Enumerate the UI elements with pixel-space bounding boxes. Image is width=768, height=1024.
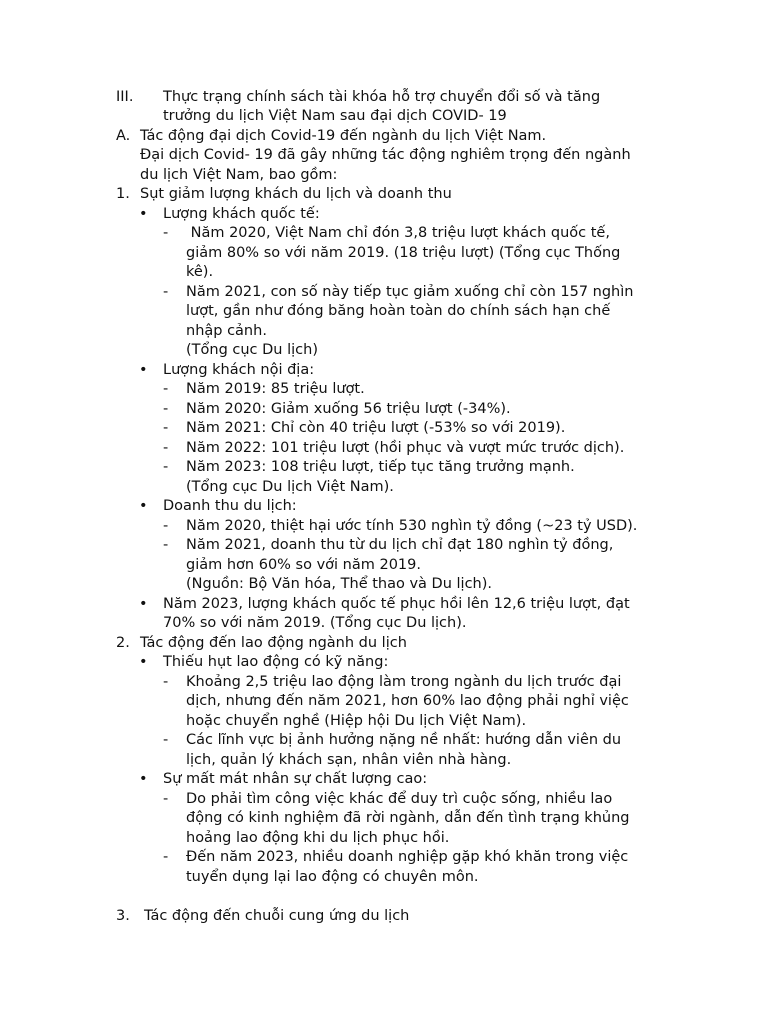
section-2-number: 2. <box>116 635 130 651</box>
dash-marker: - <box>163 732 169 748</box>
heading-number: III. <box>116 89 134 105</box>
list-item-line: (Tổng cục Du lịch) <box>186 342 318 358</box>
list-item-line: Đến năm 2023, nhiều doanh nghiệp gặp khó khăn trong việc <box>186 849 629 865</box>
dash-marker: - <box>163 284 169 300</box>
list-item-line: Các lĩnh vực bị ảnh hưởng nặng nề nhất: hướng dẫn viên du <box>186 732 622 748</box>
section-1-title: Sụt giảm lượng khách du lịch và doanh thu <box>140 186 452 202</box>
list-item-line: (Tổng cục Du lịch Việt Nam). <box>186 479 394 495</box>
list-item-line: giảm hơn 60% so với năm 2019. <box>186 557 421 573</box>
list-item-line: lịch, quản lý khách sạn, nhân viên nhà hàng. <box>186 752 512 768</box>
list-item-line: Năm 2021: Chỉ còn 40 triệu lượt (-53% so với 2019). <box>186 420 566 436</box>
list-item-line: hoảng lao động khi du lịch phục hồi. <box>186 830 450 846</box>
dash-marker: - <box>163 537 169 553</box>
list-item-line: Do phải tìm công việc khác để duy trì cuộc sống, nhiều lao <box>186 791 613 807</box>
dash-marker: - <box>163 849 169 865</box>
list-item-line: kê). <box>186 264 214 280</box>
list-item-line: (Nguồn: Bộ Văn hóa, Thể thao và Du lịch). <box>186 576 492 592</box>
dash-marker: - <box>163 401 169 417</box>
bullet-label: Thiếu hụt lao động có kỹ năng: <box>163 654 389 670</box>
section-a-intro-line-2: du lịch Việt Nam, bao gồm: <box>140 167 338 183</box>
dash-marker: - <box>163 518 169 534</box>
section-a-letter: A. <box>116 128 131 144</box>
dash-marker: - <box>163 381 169 397</box>
list-item-line: hoặc chuyển nghề (Hiệp hội Du lịch Việt Nam). <box>186 713 527 729</box>
dash-marker: - <box>163 791 169 807</box>
bullet-point: • <box>139 654 148 670</box>
bullet-point: • <box>139 596 148 612</box>
list-item-line: Năm 2021, con số này tiếp tục giảm xuống chỉ còn 157 nghìn <box>186 284 634 300</box>
list-item-line: tuyển dụng lại lao động có chuyên môn. <box>186 869 479 885</box>
list-item-line: nhập cảnh. <box>186 323 267 339</box>
bullet-label: Doanh thu du lịch: <box>163 498 297 514</box>
list-item-line: giảm 80% so với năm 2019. (18 triệu lượt) (Tổng cục Thống <box>186 245 621 261</box>
dash-marker: - <box>163 225 169 241</box>
bullet-point: • <box>139 362 148 378</box>
list-item-line: Năm 2019: 85 triệu lượt. <box>186 381 365 397</box>
section-a-intro-line-1: Đại dịch Covid- 19 đã gây những tác động nghiêm trọng đến ngành <box>140 147 631 163</box>
list-item-line: Năm 2023: 108 triệu lượt, tiếp tục tăng trưởng mạnh. <box>186 459 575 475</box>
list-item-line: Năm 2022: 101 triệu lượt (hồi phục và vượt mức trước dịch). <box>186 440 625 456</box>
list-item-line: Năm 2020: Giảm xuống 56 triệu lượt (-34%). <box>186 401 511 417</box>
section-2-title: Tác động đến lao động ngành du lịch <box>140 635 407 651</box>
list-item-line: Năm 2020, thiệt hại ước tính 530 nghìn tỷ đồng (~23 tỷ USD). <box>186 518 638 534</box>
list-item-line: Năm 2020, Việt Nam chỉ đón 3,8 triệu lượt khách quốc tế, <box>186 225 610 241</box>
section-3-title: Tác động đến chuỗi cung ứng du lịch <box>144 908 410 924</box>
list-item-line: Năm 2021, doanh thu từ du lịch chỉ đạt 180 nghìn tỷ đồng, <box>186 537 614 553</box>
section-a-title: Tác động đại dịch Covid-19 đến ngành du lịch Việt Nam. <box>140 128 547 144</box>
dash-marker: - <box>163 459 169 475</box>
bullet-line: 70% so với năm 2019. (Tổng cục Du lịch). <box>163 615 467 631</box>
bullet-point: • <box>139 771 148 787</box>
list-item-line: lượt, gần như đóng băng hoàn toàn do chính sách hạn chế <box>186 303 611 319</box>
heading-line-2: trưởng du lịch Việt Nam sau đại dịch COVID- 19 <box>163 108 507 124</box>
bullet-label: Lượng khách nội địa: <box>163 362 315 378</box>
dash-marker: - <box>163 674 169 690</box>
dash-marker: - <box>163 440 169 456</box>
bullet-label: Lượng khách quốc tế: <box>163 206 320 222</box>
bullet-label: Sự mất mát nhân sự chất lượng cao: <box>163 771 428 787</box>
bullet-point: • <box>139 206 148 222</box>
section-1-number: 1. <box>116 186 130 202</box>
list-item-line: Khoảng 2,5 triệu lao động làm trong ngành du lịch trước đại <box>186 674 622 690</box>
dash-marker: - <box>163 420 169 436</box>
list-item-line: dịch, nhưng đến năm 2021, hơn 60% lao động phải nghỉ việc <box>186 693 629 709</box>
bullet-point: • <box>139 498 148 514</box>
heading-line-1: Thực trạng chính sách tài khóa hỗ trợ chuyển đổi số và tăng <box>163 89 601 105</box>
list-item-line: động có kinh nghiệm đã rời ngành, dẫn đến tình trạng khủng <box>186 810 630 826</box>
bullet-line: Năm 2023, lượng khách quốc tế phục hồi lên 12,6 triệu lượt, đạt <box>163 596 630 612</box>
section-3-number: 3. <box>116 908 130 924</box>
